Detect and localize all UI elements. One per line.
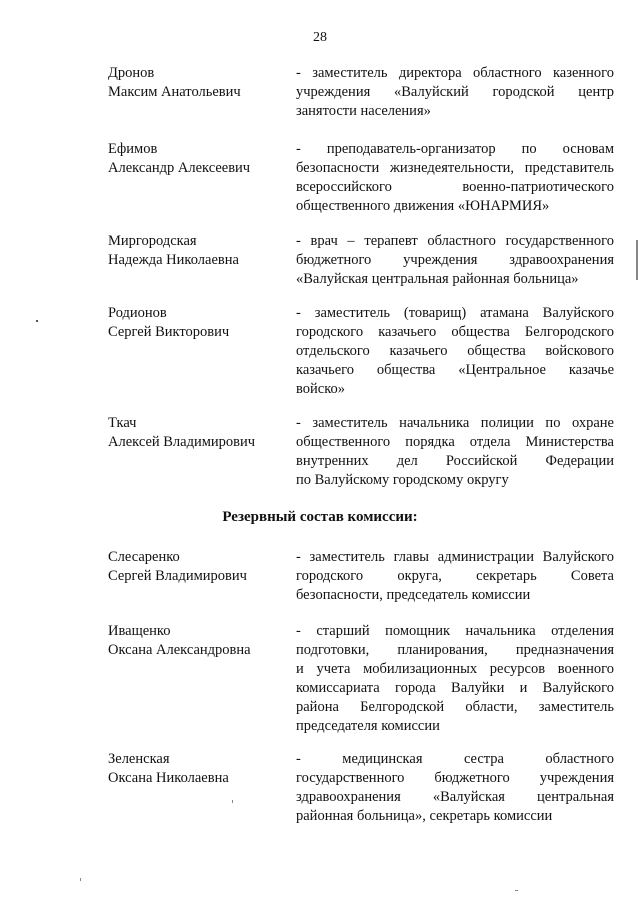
given-names: Оксана Александровна — [108, 642, 251, 658]
given-names: Александр Алексеевич — [108, 160, 251, 176]
given-names: Надежда Николаевна — [108, 252, 239, 268]
member-name — [108, 232, 283, 270]
role-line: войско» — [296, 381, 346, 397]
surname: Ефимов — [108, 141, 158, 157]
role-line: казачьего общества «Центральное казачье — [296, 362, 614, 378]
member-name — [108, 414, 283, 452]
role-line: государственного бюджетного учреждения — [296, 770, 614, 786]
role-line: безопасности жизнедеятельности, представитель — [296, 160, 614, 176]
role-line: бюджетного учреждения здравоохранения — [296, 252, 614, 268]
role-line: учреждения «Валуйский городской центр — [296, 84, 614, 100]
role-line: председателя комиссии — [296, 718, 440, 734]
member-role — [296, 622, 614, 736]
member-role — [296, 304, 614, 399]
role-line: городского округа, секретарь Совета — [296, 568, 614, 584]
scan-speck — [80, 878, 81, 881]
role-line: - преподаватель-организатор по основам — [296, 141, 614, 157]
role-line: по Валуйскому городскому округу — [296, 472, 509, 488]
role-line: городского казачьего общества Белгородского — [296, 324, 614, 340]
given-names: Максим Анатольевич — [108, 84, 241, 100]
role-line: районная больница», секретарь комиссии — [296, 808, 553, 824]
role-line: комиссариата города Валуйки и Валуйского — [296, 680, 614, 696]
scan-speck — [232, 800, 233, 803]
member-role — [296, 140, 614, 216]
surname: Слесаренко — [108, 549, 180, 565]
surname: Иващенко — [108, 623, 171, 639]
given-names: Сергей Владимирович — [108, 568, 247, 584]
member-role — [296, 64, 614, 121]
member-name — [108, 548, 283, 586]
member-role — [296, 750, 614, 826]
role-line: безопасности, председатель комиссии — [296, 587, 531, 603]
member-name — [108, 64, 283, 102]
member-name — [108, 622, 283, 660]
role-line: всероссийского военно-патриотического — [296, 179, 614, 195]
role-line: занятости населения» — [296, 103, 431, 119]
given-names: Сергей Викторович — [108, 324, 230, 340]
role-line: - медицинская сестра областного — [296, 751, 614, 767]
scan-edge-mark — [636, 240, 638, 280]
role-line: и учета мобилизационных ресурсов военного — [296, 661, 614, 677]
surname: Зеленская — [108, 751, 170, 767]
role-line: - врач – терапевт областного государственного — [296, 233, 614, 249]
member-role — [296, 548, 614, 605]
member-name — [108, 304, 283, 342]
scan-speck — [515, 890, 518, 891]
member-name — [108, 750, 283, 788]
role-line: - старший помощник начальника отделения — [296, 623, 614, 639]
surname: Миргородская — [108, 233, 197, 249]
role-line: здравоохранения «Валуйская центральная — [296, 789, 614, 805]
role-line: «Валуйская центральная районная больница» — [296, 271, 579, 287]
scan-speck — [36, 320, 38, 322]
role-line: общественного порядка отдела Министерства — [296, 434, 614, 450]
page-number: 28 — [313, 30, 327, 45]
surname: Родионов — [108, 305, 167, 321]
member-role — [296, 232, 614, 289]
role-line: района Белгородской области, заместитель — [296, 699, 614, 715]
role-line: отдельского казачьего общества войскового — [296, 343, 614, 359]
given-names: Алексей Владимирович — [108, 434, 256, 450]
surname: Дронов — [108, 65, 155, 81]
role-line: - заместитель директора областного казенного — [296, 65, 614, 81]
role-line: - заместитель (товарищ) атамана Валуйского — [296, 305, 614, 321]
given-names: Оксана Николаевна — [108, 770, 229, 786]
role-line: общественного движения «ЮНАРМИЯ» — [296, 198, 550, 214]
member-name — [108, 140, 283, 178]
role-line: - заместитель начальника полиции по охране — [296, 415, 614, 431]
role-line: внутренних дел Российской Федерации — [296, 453, 614, 469]
reserve-section-heading: Резервный состав комиссии: — [222, 509, 418, 525]
member-role — [296, 414, 614, 490]
role-line: - заместитель главы администрации Валуйского — [296, 549, 614, 565]
surname: Ткач — [108, 415, 137, 431]
role-line: подготовки, планирования, предназначения — [296, 642, 614, 658]
